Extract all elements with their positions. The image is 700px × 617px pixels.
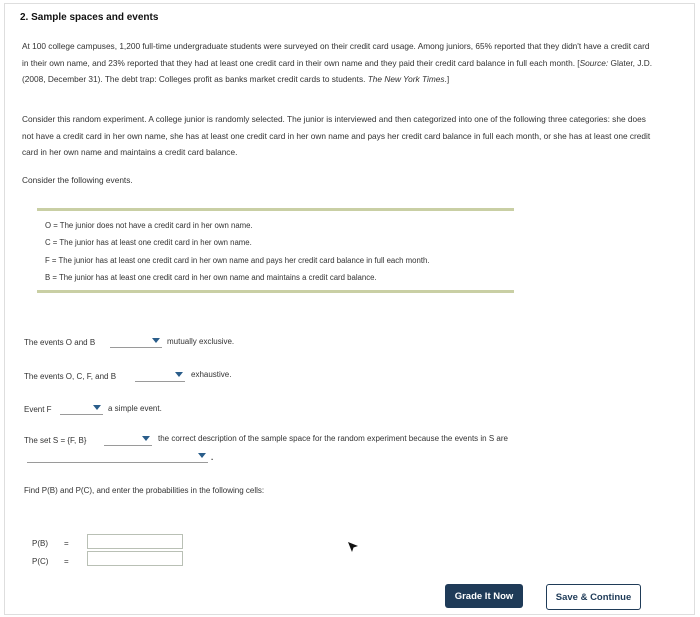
chevron-down-icon [93, 405, 101, 410]
chevron-down-icon [152, 338, 160, 343]
chevron-down-icon [175, 372, 183, 377]
q4-end: . [211, 453, 214, 462]
q2-dropdown[interactable] [135, 370, 185, 382]
q4-suffix: the correct description of the sample space for the random experiment because the events in S are [158, 434, 508, 443]
definition-c: C = The junior has at least one credit card in her own name. [45, 238, 252, 247]
save-and-continue-button[interactable]: Save & Continue [546, 584, 641, 610]
section-title: 2. Sample spaces and events [20, 12, 159, 23]
q2-prefix: The events O, C, F, and B [24, 372, 117, 381]
assignment-panel [4, 3, 695, 615]
q1-prefix: The events O and B [24, 338, 96, 347]
definitions-top-divider [37, 208, 514, 211]
chevron-down-icon [142, 436, 150, 441]
definition-o: O = The junior does not have a credit card in her own name. [45, 221, 253, 230]
q3-prefix: Event F [24, 405, 52, 414]
pb-equals: = [64, 539, 69, 548]
q1-dropdown[interactable] [110, 336, 162, 348]
experiment-paragraph: Consider this random experiment. A college junior is randomly selected. The junior is interviewed and then categorized into one of the following three categories: she does not have a credit card in her own name, she has at least one credit card in her own name and pays her credit card balance in full each month, or she has at least one credit card in her own name and maintains a credit card balance. [22, 114, 651, 157]
definitions-bottom-divider [37, 290, 514, 293]
mouse-cursor-icon [346, 540, 360, 554]
q4-prefix: The set S = {F, B} [24, 436, 87, 445]
q4-dropdown[interactable] [104, 434, 152, 446]
pb-label: P(B) [32, 539, 48, 548]
pc-equals: = [64, 557, 69, 566]
find-prompt: Find P(B) and P(C), and enter the probabilities in the following cells: [24, 486, 265, 495]
q2-suffix: exhaustive. [191, 370, 232, 379]
events-intro: Consider the following events. [22, 175, 133, 185]
pc-input[interactable] [87, 551, 183, 566]
q3-suffix: a simple event. [108, 404, 162, 413]
q1-suffix: mutually exclusive. [167, 337, 235, 346]
definition-f: F = The junior has at least one credit card in her own name and pays her credit card balance in full each month. [45, 256, 430, 265]
chevron-down-icon [198, 453, 206, 458]
pb-input[interactable] [87, 534, 183, 549]
definition-b: B = The junior has at least one credit card in her own name and maintains a credit card balance. [45, 273, 377, 282]
pc-label: P(C) [32, 557, 49, 566]
grade-it-now-button[interactable]: Grade It Now [445, 584, 523, 608]
q3-dropdown[interactable] [60, 403, 103, 415]
intro-paragraph: At 100 college campuses, 1,200 full-time undergraduate students were surveyed on their credit card usage. Among juniors, 65% reported that they didn't have a credit card in their own name, and 23% reported that they had at least one credit card in their own name and they paid their credit card balance in full each month. [Source: Glater, J.D. (2008, December 31). The debt trap: Colleges profit as banks market credit cards to students. The New York Times.] [22, 41, 653, 84]
q4-reason-dropdown[interactable] [27, 451, 208, 463]
